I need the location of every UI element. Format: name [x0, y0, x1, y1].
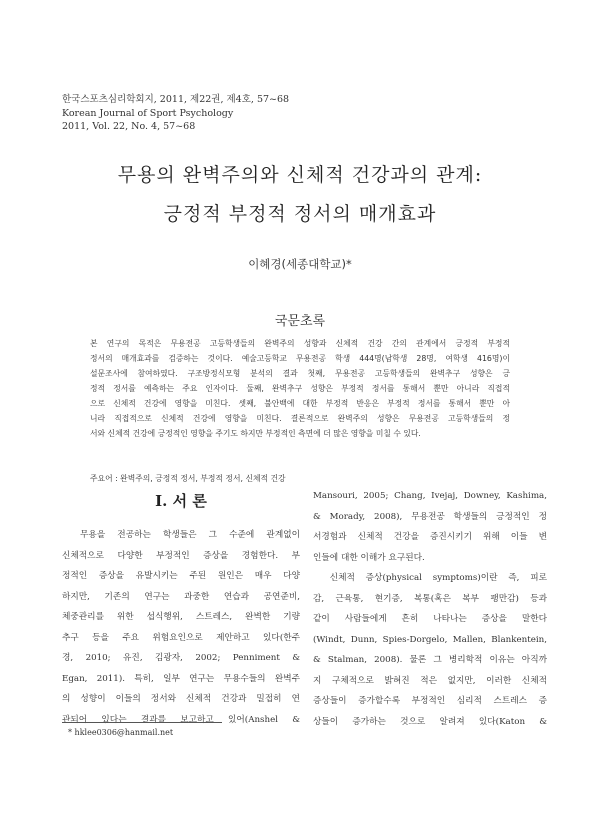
abstract-line: 으로 신체적 건강에 영향을 미친다. 셋째, 불안백에 대한 부정적 반응은 부정적 정서를 통해서 뿐만 아 — [90, 399, 510, 408]
paper-title-line-1: 무용의 완벽주의와 신체적 건강과의 관계: — [117, 164, 483, 186]
body-line: 의 성향이 이들의 정서와 신체적 건강과 밀접히 연 — [62, 694, 300, 704]
journal-line-english: Korean Journal of Sport Psychology — [62, 107, 234, 119]
body-line: 추구 등을 주요 위험요인으로 제안하고 있다(한주 — [62, 632, 300, 643]
abstract-line: 정적 정서를 예측하는 주요 인자이다. 둘째, 완벽추구 성향은 부정적 정서를 통해서 뿐만 아니라 직접적 — [90, 384, 510, 393]
body-line: 증상들이 증가할수록 부정적인 심리적 스트레스 증 — [313, 696, 547, 706]
body-line: 하지만, 기존의 연구는 과중한 연습과 공연준비, — [62, 591, 300, 602]
keywords: 주요어 : 완벽주의, 긍정적 정서, 부정적 정서, 신체적 건강 — [90, 474, 286, 483]
body-line: 경, 2010; 유진, 김광자, 2002; Penniment & — [62, 653, 300, 663]
abstract-heading: 국문초록 — [274, 314, 326, 329]
body-line: 정적인 증상을 유발시키는 주된 원인은 매우 다양 — [62, 571, 300, 581]
abstract-line: 니라 직접적으로 신체적 건강에 영향을 미친다. 결론적으로 완벽주의 성향은 무용전공 고등학생들의 정 — [90, 414, 510, 423]
body-line: & Morady, 2008), 무용전공 학생들의 긍정적인 정 — [313, 511, 547, 522]
body-line: 관되어 있다는 결과를 보고하고 있어(Anshel & — [62, 714, 300, 725]
body-line: Mansouri, 2005; Chang, Ivejaj, Downey, Kashima, — [313, 491, 547, 501]
body-line: 서경험과 신체적 건강을 증진시키기 위해 이들 변 — [313, 532, 547, 542]
body-line: 지 구체적으로 밝혀진 적은 없지만, 이러한 신체적 — [313, 675, 547, 686]
abstract-line: 설문조사에 참여하였다. 구조방정식모형 분석의 결과 첫째, 무용전공 고등학생들의 완벽추구 성향은 긍 — [90, 369, 510, 378]
body-line: 감, 근육통, 현기증, 복통(혹은 복부 팽만감) 등과 — [313, 593, 547, 604]
left-column — [62, 525, 300, 730]
journal-header — [62, 93, 289, 134]
footnote-divider — [62, 722, 222, 723]
body-line: 무용을 전공하는 학생들은 그 수준에 관계없이 — [62, 530, 300, 540]
body-line: 신체적으로 다양한 부정적인 증상을 경험한다. 부 — [62, 550, 300, 561]
right-column — [313, 486, 547, 732]
body-line: Egan, 2011). 특히, 일부 연구는 무용수들의 완벽주 — [62, 673, 300, 684]
body-line: & Stalman, 2008). 물론 그 병리학적 이유는 아직까 — [313, 655, 547, 665]
journal-line-korean: 한국스포츠심리학회지, 2011, 제22권, 제4호, 57~68 — [62, 94, 290, 105]
abstract-line: 본 연구의 목적은 무용전공 고등학생들의 완벽주의 성향과 신체적 건강 간의 관계에서 긍정적 부정적 — [90, 339, 510, 348]
body-line: 인들에 대한 이해가 요구된다. — [313, 552, 425, 563]
abstract-body — [90, 336, 510, 441]
footnote-email: * hklee0306@hanmail.net — [68, 728, 174, 737]
paper-title-line-2: 긍정적 부정적 정서의 매개효과 — [163, 203, 437, 225]
abstract-line: 정서의 매개효과를 검증하는 것이다. 예술고등학교 무용전공 학생 444명(남학생 28명, 여학생 416명)이 — [90, 354, 510, 363]
body-line: 상들이 증가하는 것으로 알려져 있다(Katon & — [313, 716, 547, 727]
journal-line-volume: 2011, Vol. 22, No. 4, 57~68 — [62, 121, 196, 132]
section-heading-introduction: I. 서 론 — [155, 492, 207, 510]
body-line: 같이 사람들에게 흔히 나타나는 증상을 말한다 — [313, 614, 547, 624]
author: 이혜경(세종대학교)* — [248, 257, 352, 271]
body-line: 체중관리를 위한 섭식행위, 스트레스, 완벽한 기량 — [62, 612, 300, 622]
body-line: (Windt, Dunn, Spies-Dorgelo, Mallen, Blankentein, — [313, 634, 547, 645]
abstract-line: 서와 신체적 건강에 긍정적인 영향을 주기도 하지만 부정적인 측면에 더 많은 영향을 미칠 수 있다. — [90, 429, 421, 438]
body-line: 신체적 증상(physical symptoms)이란 즉, 피로 — [313, 573, 547, 583]
